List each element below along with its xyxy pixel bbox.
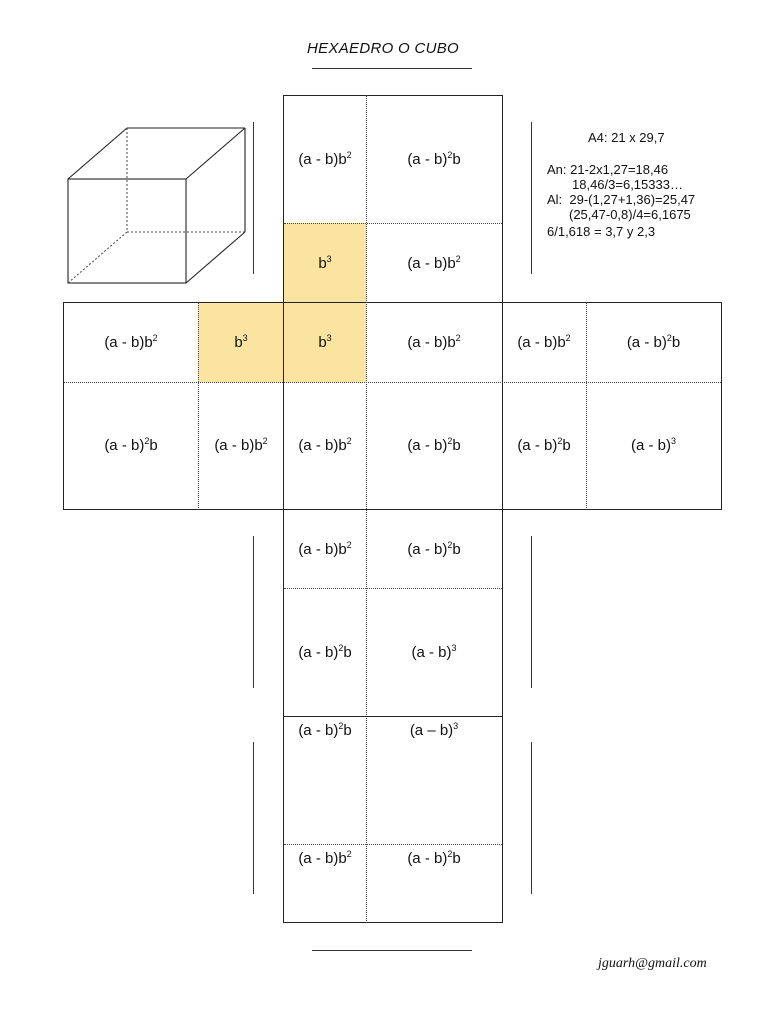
face-cell: $b^3$ [234, 333, 248, 351]
face-cell: (a - b)$^2$b [517, 436, 571, 454]
face-cell: $(a - b)b^2$ [298, 150, 352, 168]
face-cell: $(a - b)b^2$ [104, 333, 158, 351]
face-cell: (a - b)$^2$b [626, 333, 681, 351]
face-cell: (a - b)$^2$b [407, 848, 461, 867]
face-cell: $(a - b)b^2$ [298, 436, 352, 454]
side-line [531, 536, 532, 688]
note-width-2: 18,46/3=6,15333… [572, 177, 683, 192]
face-cell: $b^3$ [318, 333, 332, 351]
face-cell: (a - b)$^2$b [104, 436, 158, 454]
face-cell: (a - b)$^2$b [407, 150, 461, 168]
page-title: HEXAEDRO O CUBO [306, 40, 460, 57]
side-line [531, 742, 532, 894]
face-cell: (a – b)$^3$ [409, 721, 459, 739]
face-cell: $(a - b)b^2$ [407, 333, 461, 351]
cube-front-face [68, 179, 186, 283]
note-width-1: An: 21-2x1,27=18,46 [547, 162, 669, 177]
title-underline [312, 68, 472, 69]
face-cell: (a - b)$^3$ [411, 642, 457, 661]
note-height-2: (25,47-0,8)/4=6,1675 [569, 207, 691, 222]
face-cell: (a - b)$^2$b [298, 721, 352, 739]
face-cell: (a - b)$^3$ [630, 436, 677, 454]
face-cell: (a - b)$^2$b [407, 436, 461, 454]
author-email: jguarh@gmail.com [598, 956, 707, 971]
face-cell: $(a - b)b^2$ [298, 848, 352, 867]
note-ratio: 6/1,618 = 3,7 y 2,3 [547, 224, 656, 239]
side-line [253, 122, 254, 274]
side-line [253, 536, 254, 688]
bottom-rule [312, 950, 472, 951]
cube-drawing [60, 120, 260, 290]
face-cell: (a - b)$^2$b [407, 539, 461, 558]
face-cell: $(a - b)b^2$ [298, 539, 352, 558]
face-cell: (a - b)$^2$b [298, 642, 352, 661]
side-line [531, 122, 532, 274]
face-cell: $(a - b)b^2$ [214, 436, 268, 454]
side-line [253, 742, 254, 894]
face-cell: $b^3$ [318, 253, 332, 272]
note-format: A4: 21 x 29,7 [588, 130, 665, 145]
face-cell: $(a - b)b^2$ [407, 253, 461, 272]
face-cell: $(a - b)b^2$ [517, 333, 571, 351]
note-height-1: Al: 29-(1,27+1,36)=25,47 [547, 192, 696, 207]
